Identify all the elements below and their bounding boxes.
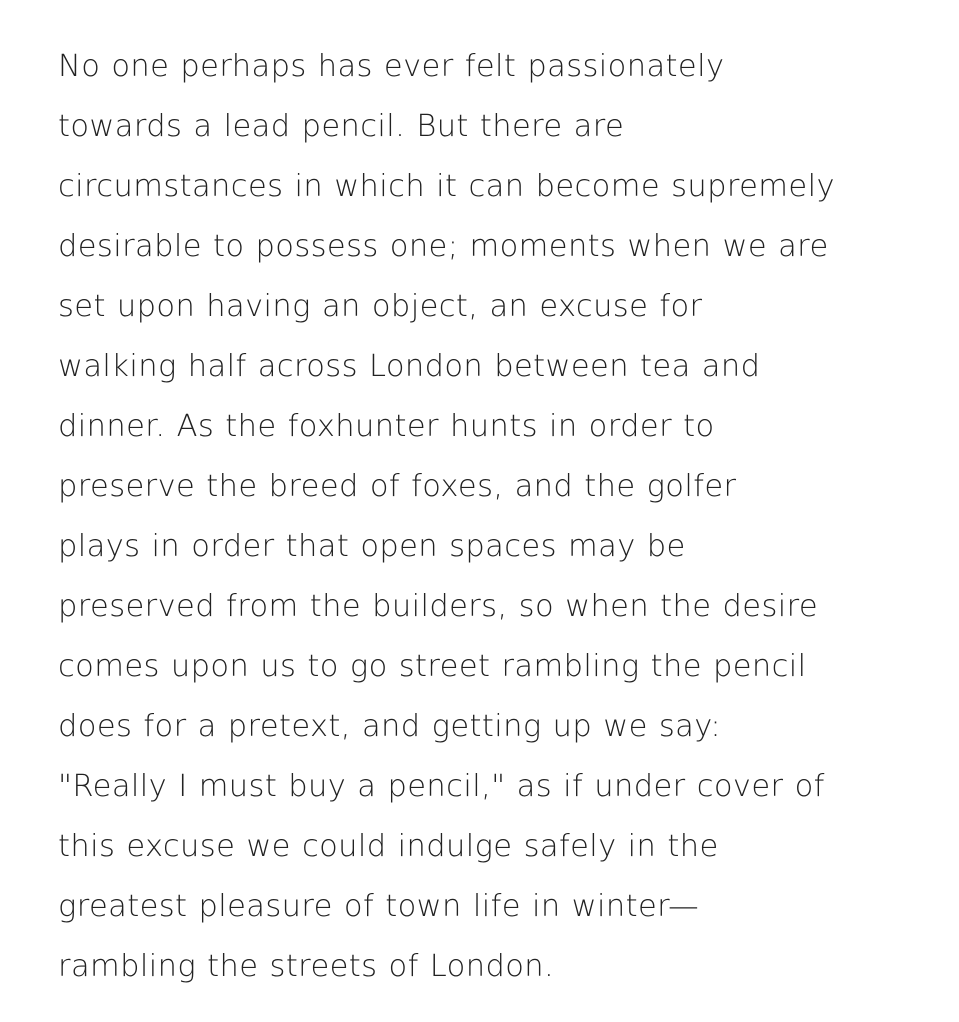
paragraph-line: set upon having an object, an excuse for (58, 289, 703, 324)
paragraph-line: greatest pleasure of town life in winter— (58, 889, 700, 924)
paragraph-line: "Really I must buy a pencil," as if under cover of (58, 769, 825, 804)
paragraph-line: preserved from the builders, so when the desire (58, 589, 819, 624)
paragraph-line: rambling the streets of London. (58, 949, 555, 984)
paragraph-line: desirable to possess one; moments when we are (58, 229, 829, 264)
paragraph-line: dinner. As the foxhunter hunts in order to (58, 409, 715, 444)
paragraph-line: towards a lead pencil. But there are (58, 109, 625, 144)
paragraph-line: circumstances in which it can become supremely (58, 169, 835, 204)
paragraph-line: plays in order that open spaces may be (58, 529, 686, 564)
paragraph-line: preserve the breed of foxes, and the golfer (58, 469, 737, 504)
paragraph-line: No one perhaps has ever felt passionately (58, 49, 725, 84)
paragraph-line: this excuse we could indulge safely in the (58, 829, 719, 864)
paragraph-line: comes upon us to go street rambling the pencil (58, 649, 807, 684)
article-paragraph (58, 37, 938, 997)
paragraph-line: does for a pretext, and getting up we say: (58, 709, 722, 744)
paragraph-line: walking half across London between tea and (58, 349, 761, 384)
